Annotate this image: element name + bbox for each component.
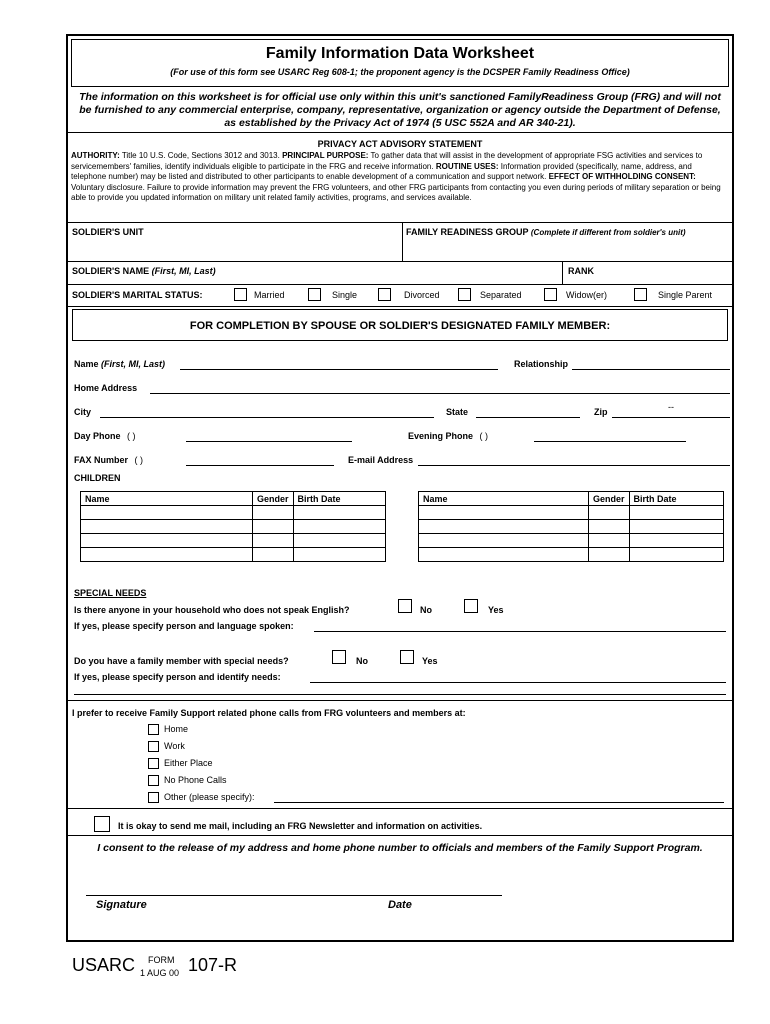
cell[interactable] — [589, 534, 630, 548]
footer-date: 1 AUG 00 — [140, 968, 180, 978]
divider — [68, 284, 732, 285]
calls-other-checkbox[interactable] — [148, 792, 159, 803]
release-consent-text: I consent to the release of my address and home phone number to officials and members of the Family Support Program. — [97, 842, 703, 854]
mail-consent-checkbox[interactable] — [94, 816, 110, 832]
marital-status-label: SOLDIER'S MARITAL STATUS: — [72, 290, 203, 300]
soldier-unit-label: SOLDIER'S UNIT — [72, 227, 144, 237]
cell[interactable] — [253, 548, 294, 562]
cell[interactable] — [293, 548, 385, 562]
home-address-label: Home Address — [74, 383, 138, 393]
table-row[interactable] — [81, 534, 386, 548]
fax-area: ( ) — [134, 455, 144, 465]
married-label: Married — [254, 290, 285, 300]
table-row[interactable] — [419, 506, 724, 520]
signature-line[interactable] — [86, 895, 502, 896]
evening-phone-label — [408, 431, 488, 441]
phone-calls-prompt: I prefer to receive Family Support related phone calls from FRG volunteers and members at: — [72, 708, 466, 718]
divider — [68, 261, 732, 262]
form-title: Family Information Data Worksheet — [265, 45, 535, 62]
footer-number: 107-R — [188, 955, 238, 975]
divider — [68, 835, 732, 836]
column-header-name: Name — [419, 492, 589, 506]
english-followup-label: If yes, please specify person and language spoken: — [74, 621, 294, 631]
table-row[interactable] — [419, 548, 724, 562]
frg-label-text: FAMILY READINESS GROUP — [406, 227, 529, 237]
form-subtitle: (For use of this form see USARC Reg 608-1; the proponent agency is the DCSPER Family Readiness Office) — [170, 67, 630, 77]
date-label: Date — [388, 899, 412, 911]
purpose-label: PRINCIPAL PURPOSE: — [282, 151, 369, 160]
divider — [562, 261, 563, 284]
calls-other-input[interactable] — [274, 802, 724, 803]
soldier-unit-field[interactable] — [70, 224, 400, 260]
footer-usarc: USARC — [72, 955, 136, 975]
calls-work-label: Work — [164, 741, 185, 751]
table-row[interactable] — [419, 520, 724, 534]
city-label: City — [74, 407, 92, 417]
email-label: E-mail Address — [348, 455, 414, 465]
cell[interactable] — [589, 548, 630, 562]
email-input[interactable] — [418, 465, 730, 466]
family-name-label — [74, 359, 165, 369]
divider — [68, 306, 732, 307]
family-name-label-text: Name — [74, 359, 99, 369]
separated-label: Separated — [480, 290, 522, 300]
children-label: CHILDREN — [74, 473, 121, 483]
authority-label: AUTHORITY: — [71, 151, 120, 160]
divider — [68, 700, 732, 701]
cell[interactable] — [419, 506, 589, 520]
soldier-name-label-text: SOLDIER'S NAME — [72, 266, 150, 276]
form-sheet — [66, 34, 734, 942]
english-followup-input[interactable] — [314, 631, 726, 632]
table-row[interactable] — [419, 534, 724, 548]
authority-text: Title 10 U.S. Code, Sections 3012 and 3013. — [121, 151, 280, 160]
day-phone-label — [74, 431, 136, 441]
column-header-name: Name — [81, 492, 253, 506]
cell[interactable] — [81, 520, 253, 534]
english-yes-label: Yes — [488, 605, 504, 615]
frg-field[interactable] — [404, 224, 730, 260]
calls-none-label: No Phone Calls — [164, 775, 227, 785]
column-header-gender: Gender — [253, 492, 294, 506]
cell[interactable] — [589, 506, 630, 520]
single-parent-label: Single Parent — [658, 290, 713, 300]
cell[interactable] — [629, 520, 723, 534]
cell[interactable] — [293, 534, 385, 548]
calls-home-checkbox[interactable] — [148, 724, 159, 735]
family-name-note: (First, MI, Last) — [101, 359, 166, 369]
evening-phone-area: ( ) — [479, 431, 489, 441]
english-no-label: No — [420, 605, 432, 615]
divider — [68, 222, 732, 223]
single-checkbox[interactable] — [308, 288, 321, 301]
evening-phone-input[interactable] — [534, 441, 686, 442]
married-checkbox[interactable] — [234, 288, 247, 301]
city-input[interactable] — [100, 417, 434, 418]
cell[interactable] — [419, 520, 589, 534]
cell[interactable] — [589, 520, 630, 534]
purpose-text: To gather data that will assist in the development of appropriate FSG activities and services to servicemembers' families, identify individuals eligible to participate in the FRG and receive information. — [71, 151, 703, 171]
day-phone-area: ( ) — [127, 431, 136, 441]
separated-checkbox[interactable] — [458, 288, 471, 301]
column-header-gender: Gender — [589, 492, 630, 506]
calls-other-label: Other (please specify): — [164, 792, 255, 802]
zip-dash: -- — [668, 402, 674, 412]
single-label: Single — [332, 290, 358, 300]
column-header-birth-date: Birth Date — [629, 492, 723, 506]
cell[interactable] — [629, 534, 723, 548]
divider — [68, 132, 732, 133]
calls-either-checkbox[interactable] — [148, 758, 159, 769]
cell[interactable] — [419, 548, 589, 562]
divorced-checkbox[interactable] — [378, 288, 391, 301]
fax-input[interactable] — [186, 465, 334, 466]
frg-note: (Complete if different from soldier's unit) — [530, 228, 686, 237]
special-needs-followup-label: If yes, please specify person and identify needs: — [74, 672, 281, 682]
spouse-section-heading: FOR COMPLETION BY SPOUSE OR SOLDIER'S DESIGNATED FAMILY MEMBER: — [189, 320, 611, 332]
english-question: Is there anyone in your household who does not speak English? — [74, 605, 350, 615]
table-row[interactable] — [81, 548, 386, 562]
soldier-name-note: (First, MI, Last) — [151, 266, 216, 276]
widower-label: Widow(er) — [566, 290, 608, 300]
privacy-heading: PRIVACY ACT ADVISORY STATEMENT — [317, 139, 483, 149]
day-phone-input[interactable] — [186, 441, 352, 442]
special-needs-question: Do you have a family member with special needs? — [74, 656, 289, 666]
special-needs-yes-checkbox[interactable] — [400, 650, 414, 664]
cell[interactable] — [293, 506, 385, 520]
cell[interactable] — [253, 520, 294, 534]
special-needs-heading: SPECIAL NEEDS — [74, 588, 147, 598]
children-table-right — [418, 491, 724, 562]
english-yes-checkbox[interactable] — [464, 599, 478, 613]
relationship-label: Relationship — [514, 359, 569, 369]
signature-label: Signature — [96, 899, 147, 911]
footer-form: FORM — [148, 955, 175, 965]
special-needs-followup-input-2[interactable] — [74, 694, 726, 695]
relationship-input[interactable] — [572, 369, 730, 370]
special-needs-no-checkbox[interactable] — [332, 650, 346, 664]
effect-text: Voluntary disclosure. Failure to provide information may prevent the FRG volunteers, and other FRG participants from contacting you even during periods of military separation or being able to provide you updated information on military unit related family activities, programs, and services available. — [71, 182, 721, 202]
routine-text: Information provided (specifically, name, address, and telephone number) may be listed and distributed to other participants to enable development of a communication and support network. — [71, 161, 692, 181]
divider — [68, 808, 732, 809]
family-name-input[interactable] — [180, 369, 498, 370]
special-needs-yes-label: Yes — [422, 656, 438, 666]
state-input[interactable] — [476, 417, 580, 418]
special-needs-followup-input[interactable] — [310, 682, 726, 683]
effect-label: EFFECT OF WITHHOLDING CONSENT: — [548, 172, 696, 181]
state-label: State — [446, 407, 469, 417]
divorced-label: Divorced — [404, 290, 440, 300]
rank-label: RANK — [568, 266, 594, 276]
cell[interactable] — [81, 548, 253, 562]
cell[interactable] — [253, 506, 294, 520]
day-phone-label-text: Day Phone — [74, 431, 121, 441]
widower-checkbox[interactable] — [544, 288, 557, 301]
special-needs-no-label: No — [356, 656, 368, 666]
evening-phone-label-text: Evening Phone — [408, 431, 474, 441]
cell[interactable] — [81, 506, 253, 520]
table-header-row — [419, 492, 724, 506]
fax-label — [74, 455, 143, 465]
divider — [402, 222, 403, 261]
usage-notice: The information on this worksheet is for official use only within this unit's sanctioned FamilyReadiness Group (FRG) and will not be furnished to any commercial enterprise, company, representative, organization or agency outside the Department of Defense, as established by the Privacy Act of 1974 (5 USC 552A and AR 340-21). — [79, 91, 721, 129]
calls-either-label: Either Place — [164, 758, 213, 768]
cell[interactable] — [629, 548, 723, 562]
cell[interactable] — [419, 534, 589, 548]
column-header-birth-date: Birth Date — [293, 492, 385, 506]
calls-work-checkbox[interactable] — [148, 741, 159, 752]
routine-label: ROUTINE USES: — [435, 161, 499, 171]
zip-input[interactable] — [612, 417, 730, 418]
cell[interactable] — [629, 506, 723, 520]
table-row[interactable] — [81, 520, 386, 534]
zip-label: Zip — [594, 407, 608, 417]
fax-label-text: FAX Number — [74, 455, 129, 465]
cell[interactable] — [293, 520, 385, 534]
soldier-name-field[interactable] — [70, 263, 560, 283]
table-header-row — [81, 492, 386, 506]
calls-none-checkbox[interactable] — [148, 775, 159, 786]
rank-field[interactable] — [564, 263, 730, 283]
children-table-left — [80, 491, 386, 562]
english-no-checkbox[interactable] — [398, 599, 412, 613]
home-address-input[interactable] — [150, 393, 730, 394]
single-parent-checkbox[interactable] — [634, 288, 647, 301]
table-row[interactable] — [81, 506, 386, 520]
mail-consent-label: It is okay to send me mail, including an FRG Newsletter and information on activities. — [118, 821, 483, 831]
privacy-statement — [71, 151, 725, 204]
cell[interactable] — [253, 534, 294, 548]
cell[interactable] — [81, 534, 253, 548]
calls-home-label: Home — [164, 724, 189, 734]
